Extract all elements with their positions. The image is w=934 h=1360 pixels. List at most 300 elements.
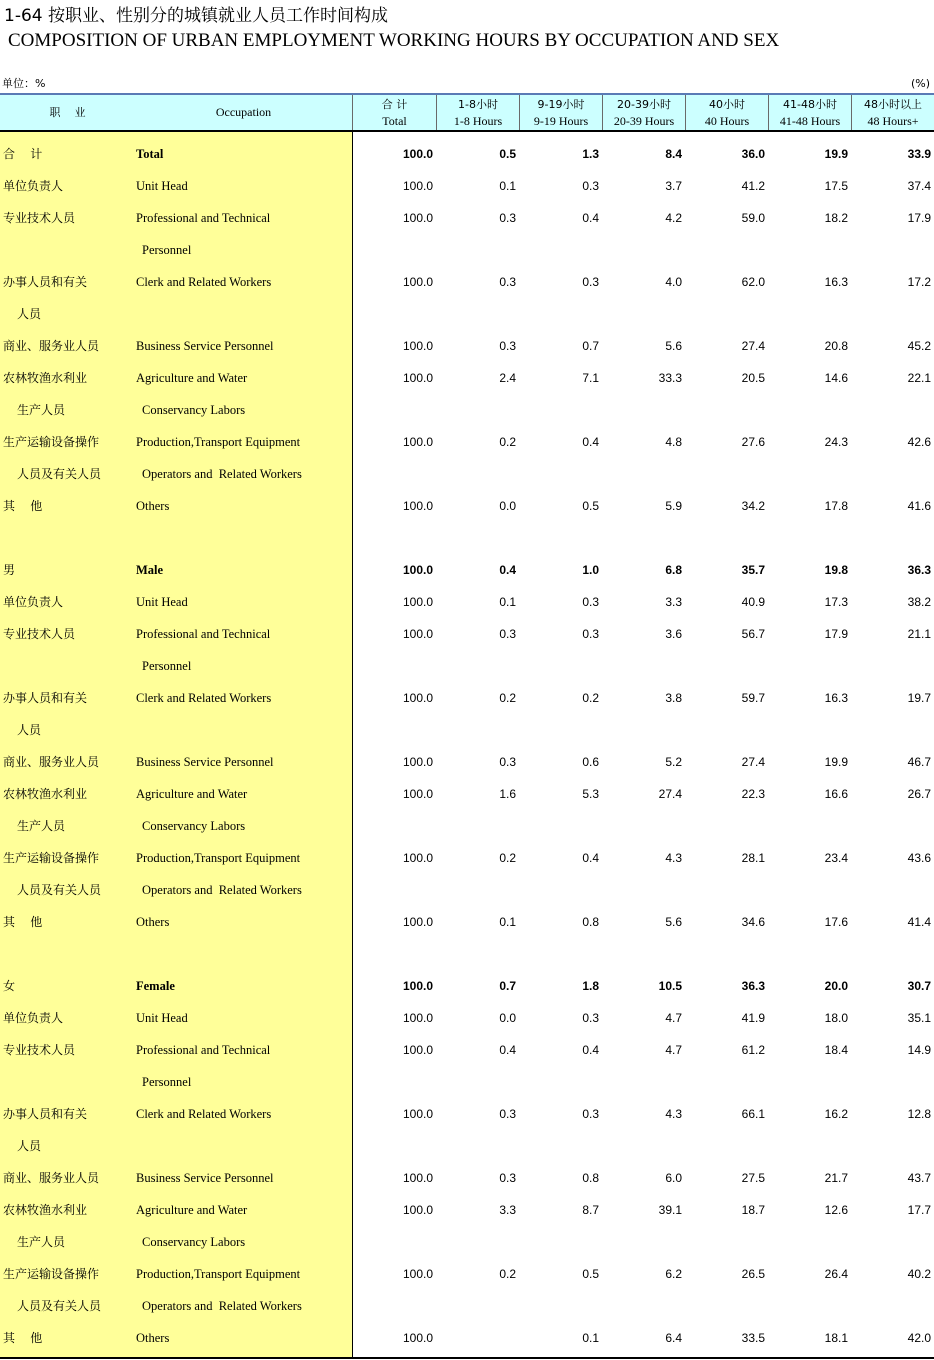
value-cell: 3.3 — [499, 1203, 516, 1217]
value-cell: 27.4 — [741, 339, 765, 353]
occupation-cn: 生产运输设备操作 — [3, 1267, 100, 1281]
value-cell: 36.3 — [741, 979, 765, 993]
value-cell: 34.6 — [741, 915, 765, 929]
value-cell: 0.1 — [499, 595, 516, 609]
value-cell: 0.3 — [499, 1171, 516, 1185]
occupation-cn: 人员及有关人员 — [17, 883, 102, 897]
table-row — [0, 363, 934, 395]
value-cell: 4.3 — [665, 851, 682, 865]
value-cell: 18.7 — [741, 1203, 765, 1217]
value-cell: 24.3 — [824, 435, 848, 449]
occupation-cn: 生产人员 — [17, 819, 66, 833]
table-row — [0, 1163, 934, 1195]
occupation-cn: 农林牧渔水利业 — [3, 1203, 88, 1217]
value-cell: 100.0 — [402, 851, 433, 865]
value-cell: 100.0 — [402, 1203, 433, 1217]
value-cell: 42.0 — [907, 1331, 931, 1345]
value-cell: 0.2 — [499, 691, 516, 705]
value-cell: 0.6 — [582, 755, 599, 769]
value-cell: 35.1 — [907, 1011, 931, 1025]
value-cell: 12.6 — [824, 1203, 848, 1217]
value-cell: 27.6 — [741, 435, 765, 449]
table-row — [0, 1035, 934, 1067]
occupation-en: Operators and Related Workers — [142, 883, 302, 897]
table-row-continuation — [0, 395, 934, 427]
table-row-continuation — [0, 1227, 934, 1259]
value-cell: 27.4 — [741, 755, 765, 769]
table-row — [0, 171, 934, 203]
value-cell: 10.5 — [658, 979, 682, 993]
value-cell: 6.2 — [665, 1267, 682, 1281]
value-cell: 100.0 — [402, 339, 433, 353]
header-col-cn: 41-48小时 — [783, 97, 837, 111]
occupation-cn: 农林牧渔水利业 — [3, 787, 88, 801]
value-cell: 100.0 — [402, 179, 433, 193]
table-row — [0, 747, 934, 779]
header-occupation-cn-label: 职 业 — [49, 106, 86, 119]
value-cell: 17.9 — [907, 211, 931, 225]
value-cell: 4.7 — [665, 1043, 682, 1057]
value-cell: 22.3 — [741, 787, 765, 801]
occupation-en: Production,Transport Equipment — [136, 1267, 301, 1281]
occupation-en: Personnel — [142, 1075, 192, 1089]
value-cell: 5.9 — [665, 499, 682, 513]
value-cell: 0.3 — [499, 275, 516, 289]
occupation-cn: 办事人员和有关 — [3, 691, 88, 705]
value-cell: 14.6 — [824, 371, 848, 385]
header-col-9-19 — [519, 95, 602, 130]
value-cell: 42.6 — [907, 435, 931, 449]
table-row — [0, 779, 934, 811]
occupation-en: Production,Transport Equipment — [136, 435, 301, 449]
table-title-en: COMPOSITION OF URBAN EMPLOYMENT WORKING HOURS BY OCCUPATION AND SEX — [8, 30, 780, 51]
value-cell: 0.3 — [582, 595, 599, 609]
header-col-cn: 1-8小时 — [458, 97, 498, 111]
value-cell: 3.6 — [665, 627, 682, 641]
value-cell: 36.3 — [907, 563, 931, 577]
occupation-en: Operators and Related Workers — [142, 467, 302, 481]
value-cell: 0.1 — [582, 1331, 599, 1345]
occupation-en: Unit Head — [136, 179, 188, 193]
header-col-41-48 — [768, 95, 851, 130]
table-row — [0, 1259, 934, 1291]
occupation-cn: 办事人员和有关 — [3, 275, 88, 289]
table-row-continuation — [0, 811, 934, 843]
value-cell: 46.7 — [907, 755, 931, 769]
table-row — [0, 683, 934, 715]
value-cell: 56.7 — [741, 627, 765, 641]
spacer-row — [0, 523, 934, 555]
value-cell: 1.3 — [582, 147, 599, 161]
value-cell: 17.7 — [907, 1203, 931, 1217]
value-cell: 12.8 — [907, 1107, 931, 1121]
value-cell: 100.0 — [402, 1331, 433, 1345]
table-row-continuation — [0, 1291, 934, 1323]
value-cell: 28.1 — [741, 851, 765, 865]
table-row — [0, 1323, 934, 1355]
value-cell: 0.3 — [582, 627, 599, 641]
value-cell: 100.0 — [402, 371, 433, 385]
value-cell: 17.2 — [907, 275, 931, 289]
occupation-cn: 人员 — [17, 1139, 42, 1153]
occupation-en: Business Service Personnel — [136, 339, 274, 353]
occupation-en: Operators and Related Workers — [142, 1299, 302, 1313]
occupation-cn: 单位负责人 — [3, 595, 64, 609]
value-cell: 100.0 — [402, 787, 433, 801]
value-cell: 19.7 — [907, 691, 931, 705]
value-cell: 2.4 — [499, 371, 516, 385]
occupation-cn: 女 — [3, 979, 16, 993]
occupation-cn: 农林牧渔水利业 — [3, 371, 88, 385]
value-cell: 59.7 — [741, 691, 765, 705]
value-cell: 20.8 — [824, 339, 848, 353]
occupation-en: Unit Head — [136, 595, 188, 609]
header-col-cn: 40小时 — [709, 97, 745, 111]
value-cell: 0.3 — [499, 755, 516, 769]
value-cell: 26.7 — [907, 787, 931, 801]
header-col-total — [352, 95, 436, 130]
value-cell: 0.4 — [582, 435, 599, 449]
value-cell: 18.0 — [824, 1011, 848, 1025]
value-cell: 16.2 — [824, 1107, 848, 1121]
occupation-en: Agriculture and Water — [136, 787, 248, 801]
value-cell: 43.6 — [907, 851, 931, 865]
value-cell: 22.1 — [907, 371, 931, 385]
header-col-20-39 — [602, 95, 685, 130]
value-cell: 0.0 — [499, 1011, 516, 1025]
value-cell: 100.0 — [402, 1107, 433, 1121]
value-cell: 0.0 — [499, 499, 516, 513]
occupation-cn: 商业、服务业人员 — [3, 1171, 100, 1185]
value-cell: 17.8 — [824, 499, 848, 513]
table-row — [0, 203, 934, 235]
header-col-en: 40 Hours — [704, 113, 750, 128]
table-row — [0, 555, 934, 587]
occupation-en: Male — [136, 563, 164, 577]
occupation-cn: 其 他 — [3, 915, 43, 929]
value-cell: 0.3 — [582, 1107, 599, 1121]
unit-label: 单位：% — [2, 77, 46, 90]
value-cell: 0.7 — [582, 339, 599, 353]
occupation-en: Female — [136, 979, 175, 993]
value-cell: 41.2 — [741, 179, 765, 193]
value-cell: 33.5 — [741, 1331, 765, 1345]
occupation-cn: 单位负责人 — [3, 179, 64, 193]
value-cell: 18.1 — [824, 1331, 848, 1345]
value-cell: 19.8 — [824, 563, 848, 577]
table-row-continuation — [0, 235, 934, 267]
value-cell: 1.0 — [582, 563, 599, 577]
occupation-en: Business Service Personnel — [136, 755, 274, 769]
value-cell: 30.7 — [907, 979, 931, 993]
value-cell: 0.3 — [499, 627, 516, 641]
occupation-en: Professional and Technical — [136, 627, 271, 641]
value-cell: 0.1 — [499, 915, 516, 929]
occupation-en: Personnel — [142, 659, 192, 673]
value-cell: 4.2 — [665, 211, 682, 225]
value-cell: 19.9 — [824, 755, 848, 769]
value-cell: 16.6 — [824, 787, 848, 801]
value-cell: 0.5 — [499, 147, 516, 161]
value-cell: 26.5 — [741, 1267, 765, 1281]
value-cell: 0.2 — [499, 851, 516, 865]
table-row — [0, 331, 934, 363]
table-row — [0, 907, 934, 939]
value-cell: 0.4 — [582, 851, 599, 865]
value-cell: 3.3 — [665, 595, 682, 609]
value-cell: 19.9 — [824, 147, 848, 161]
occupation-en: Conservancy Labors — [142, 819, 246, 833]
occupation-cn: 办事人员和有关 — [3, 1107, 88, 1121]
value-cell: 0.8 — [582, 1171, 599, 1185]
table-row-continuation — [0, 299, 934, 331]
value-cell: 0.2 — [582, 691, 599, 705]
value-cell: 100.0 — [402, 691, 433, 705]
table-bottom-border — [0, 1357, 934, 1359]
value-cell: 100.0 — [402, 755, 433, 769]
value-cell: 0.1 — [499, 179, 516, 193]
value-cell: 45.2 — [907, 339, 931, 353]
value-cell: 3.7 — [665, 179, 682, 193]
value-cell: 5.6 — [665, 915, 682, 929]
value-cell: 0.3 — [499, 1107, 516, 1121]
value-cell: 100.0 — [402, 1011, 433, 1025]
value-cell: 5.6 — [665, 339, 682, 353]
occupation-cn: 商业、服务业人员 — [3, 755, 100, 769]
value-cell: 4.8 — [665, 435, 682, 449]
header-col-48plus — [851, 95, 934, 130]
value-cell: 0.3 — [499, 339, 516, 353]
header-col-cn: 合 计 — [381, 97, 408, 111]
occupation-cn: 人员及有关人员 — [17, 1299, 102, 1313]
occupation-cn: 专业技术人员 — [3, 211, 76, 225]
header-col-en: 48 Hours+ — [867, 113, 919, 128]
header-col-40 — [685, 95, 768, 130]
occupation-cn: 人员 — [17, 723, 42, 737]
occupation-cn: 人员及有关人员 — [17, 467, 102, 481]
table-row — [0, 1195, 934, 1227]
value-cell: 1.6 — [499, 787, 516, 801]
value-cell: 21.7 — [824, 1171, 848, 1185]
value-cell: 100.0 — [402, 1267, 433, 1281]
value-cell: 8.4 — [665, 147, 682, 161]
occupation-cn: 专业技术人员 — [3, 1043, 76, 1057]
value-cell: 0.8 — [582, 915, 599, 929]
value-cell: 3.8 — [665, 691, 682, 705]
occupation-en: Production,Transport Equipment — [136, 851, 301, 865]
value-cell: 0.7 — [499, 979, 516, 993]
table-row — [0, 491, 934, 523]
value-cell: 7.1 — [582, 371, 599, 385]
occupation-en: Clerk and Related Workers — [136, 691, 272, 705]
header-occupation-en-label: Occupation — [215, 105, 272, 119]
value-cell: 0.2 — [499, 435, 516, 449]
value-cell: 8.7 — [582, 1203, 599, 1217]
value-cell: 100.0 — [402, 1043, 433, 1057]
value-cell: 5.3 — [582, 787, 599, 801]
occupation-en: Agriculture and Water — [136, 1203, 248, 1217]
value-cell: 0.4 — [582, 211, 599, 225]
occupation-en: Personnel — [142, 243, 192, 257]
table-row — [0, 1099, 934, 1131]
table-row-continuation — [0, 1131, 934, 1163]
table-row — [0, 139, 934, 171]
occupation-cn: 商业、服务业人员 — [3, 339, 100, 353]
value-cell: 0.4 — [499, 1043, 516, 1057]
value-cell: 0.3 — [582, 275, 599, 289]
value-cell: 35.7 — [741, 563, 765, 577]
occupation-cn: 专业技术人员 — [3, 627, 76, 641]
table-row-continuation — [0, 875, 934, 907]
header-col-en: 41-48 Hours — [779, 113, 841, 128]
value-cell: 17.3 — [824, 595, 848, 609]
value-cell: 61.2 — [741, 1043, 765, 1057]
value-cell: 36.0 — [741, 147, 765, 161]
table-row-continuation — [0, 651, 934, 683]
value-cell: 0.4 — [582, 1043, 599, 1057]
occupation-en: Agriculture and Water — [136, 371, 248, 385]
occupation-cn: 单位负责人 — [3, 1011, 64, 1025]
value-cell: 0.4 — [499, 563, 516, 577]
value-cell: 100.0 — [402, 275, 433, 289]
occupation-en: Clerk and Related Workers — [136, 275, 272, 289]
table-row — [0, 619, 934, 651]
value-cell: 38.2 — [907, 595, 931, 609]
table-row-continuation — [0, 1067, 934, 1099]
header-occupation-en — [135, 95, 352, 130]
occupation-en: Business Service Personnel — [136, 1171, 274, 1185]
header-col-cn: 48小时以上 — [864, 97, 922, 111]
table-row — [0, 267, 934, 299]
header-col-en: 20-39 Hours — [613, 113, 675, 128]
value-cell: 0.2 — [499, 1267, 516, 1281]
value-cell: 16.3 — [824, 275, 848, 289]
value-cell: 34.2 — [741, 499, 765, 513]
value-cell: 100.0 — [402, 595, 433, 609]
header-col-1-8 — [436, 95, 519, 130]
occupation-en: Unit Head — [136, 1011, 188, 1025]
value-cell: 4.0 — [665, 275, 682, 289]
occupation-cn: 其 他 — [3, 499, 43, 513]
occupation-en: Professional and Technical — [136, 1043, 271, 1057]
value-cell: 100.0 — [402, 435, 433, 449]
value-cell: 17.9 — [824, 627, 848, 641]
value-cell: 39.1 — [658, 1203, 682, 1217]
table-row — [0, 843, 934, 875]
header-col-en: Total — [382, 113, 407, 128]
value-cell: 41.4 — [907, 915, 931, 929]
occupation-cn: 男 — [3, 563, 16, 577]
occupation-en: Others — [136, 499, 170, 513]
value-cell: 1.8 — [582, 979, 599, 993]
value-cell: 66.1 — [741, 1107, 765, 1121]
value-cell: 18.4 — [824, 1043, 848, 1057]
value-cell: 20.0 — [824, 979, 848, 993]
value-cell: 0.3 — [582, 1011, 599, 1025]
value-cell: 21.1 — [907, 627, 931, 641]
value-cell: 20.5 — [741, 371, 765, 385]
value-cell: 43.7 — [907, 1171, 931, 1185]
occupation-cn: 人员 — [17, 307, 42, 321]
occupation-en: Others — [136, 915, 170, 929]
occupation-en: Others — [136, 1331, 170, 1345]
occupation-cn: 生产运输设备操作 — [3, 435, 100, 449]
header-col-cn: 9-19小时 — [537, 97, 585, 111]
value-cell: 17.6 — [824, 915, 848, 929]
value-cell: 27.4 — [658, 787, 682, 801]
value-cell: 0.3 — [582, 179, 599, 193]
value-cell: 33.9 — [907, 147, 931, 161]
value-cell: 14.9 — [907, 1043, 931, 1057]
table-row — [0, 587, 934, 619]
value-cell: 6.8 — [665, 563, 682, 577]
occupation-en: Clerk and Related Workers — [136, 1107, 272, 1121]
value-cell: 23.4 — [824, 851, 848, 865]
occupation-cn: 合 计 — [3, 147, 43, 161]
header-occupation-cn — [0, 95, 135, 130]
value-cell: 62.0 — [741, 275, 765, 289]
table-row — [0, 971, 934, 1003]
value-cell: 0.5 — [582, 1267, 599, 1281]
value-cell: 41.9 — [741, 1011, 765, 1025]
occupation-cn: 其 他 — [3, 1331, 43, 1345]
occupation-en: Total — [136, 147, 164, 161]
value-cell: 40.9 — [741, 595, 765, 609]
value-cell: 0.5 — [582, 499, 599, 513]
header-col-en: 9-19 Hours — [533, 113, 589, 128]
occupation-en: Professional and Technical — [136, 211, 271, 225]
value-cell: 100.0 — [402, 1171, 433, 1185]
value-cell: 37.4 — [907, 179, 931, 193]
occupation-en: Conservancy Labors — [142, 1235, 246, 1249]
value-cell: 6.4 — [665, 1331, 682, 1345]
value-cell: 6.0 — [665, 1171, 682, 1185]
value-cell: 17.5 — [824, 179, 848, 193]
value-cell: 0.3 — [499, 211, 516, 225]
occupation-cn: 生产人员 — [17, 1235, 66, 1249]
value-cell: 100.0 — [402, 979, 433, 993]
table-row — [0, 427, 934, 459]
header-col-en: 1-8 Hours — [453, 113, 503, 128]
occupation-cn: 生产人员 — [17, 403, 66, 417]
value-cell: 5.2 — [665, 755, 682, 769]
value-cell: 16.3 — [824, 691, 848, 705]
table-row-continuation — [0, 459, 934, 491]
header-col-cn: 20-39小时 — [617, 97, 671, 111]
value-cell: 27.5 — [741, 1171, 765, 1185]
value-cell: 4.3 — [665, 1107, 682, 1121]
value-cell: 33.3 — [658, 371, 682, 385]
value-cell: 59.0 — [741, 211, 765, 225]
value-cell: 100.0 — [402, 147, 433, 161]
value-cell: 18.2 — [824, 211, 848, 225]
spacer-row — [0, 939, 934, 971]
value-cell: 26.4 — [824, 1267, 848, 1281]
table-row-continuation — [0, 715, 934, 747]
table-row — [0, 1003, 934, 1035]
table-header — [0, 93, 934, 132]
value-cell: 100.0 — [402, 211, 433, 225]
value-cell: 40.2 — [907, 1267, 931, 1281]
value-cell: 41.6 — [907, 499, 931, 513]
value-cell: 100.0 — [402, 627, 433, 641]
value-cell: 4.7 — [665, 1011, 682, 1025]
occupation-cn: 生产运输设备操作 — [3, 851, 100, 865]
table-title-cn: 1-64 按职业、性别分的城镇就业人员工作时间构成 — [4, 6, 388, 26]
value-cell: 100.0 — [402, 499, 433, 513]
value-cell: 100.0 — [402, 915, 433, 929]
occupation-en: Conservancy Labors — [142, 403, 246, 417]
